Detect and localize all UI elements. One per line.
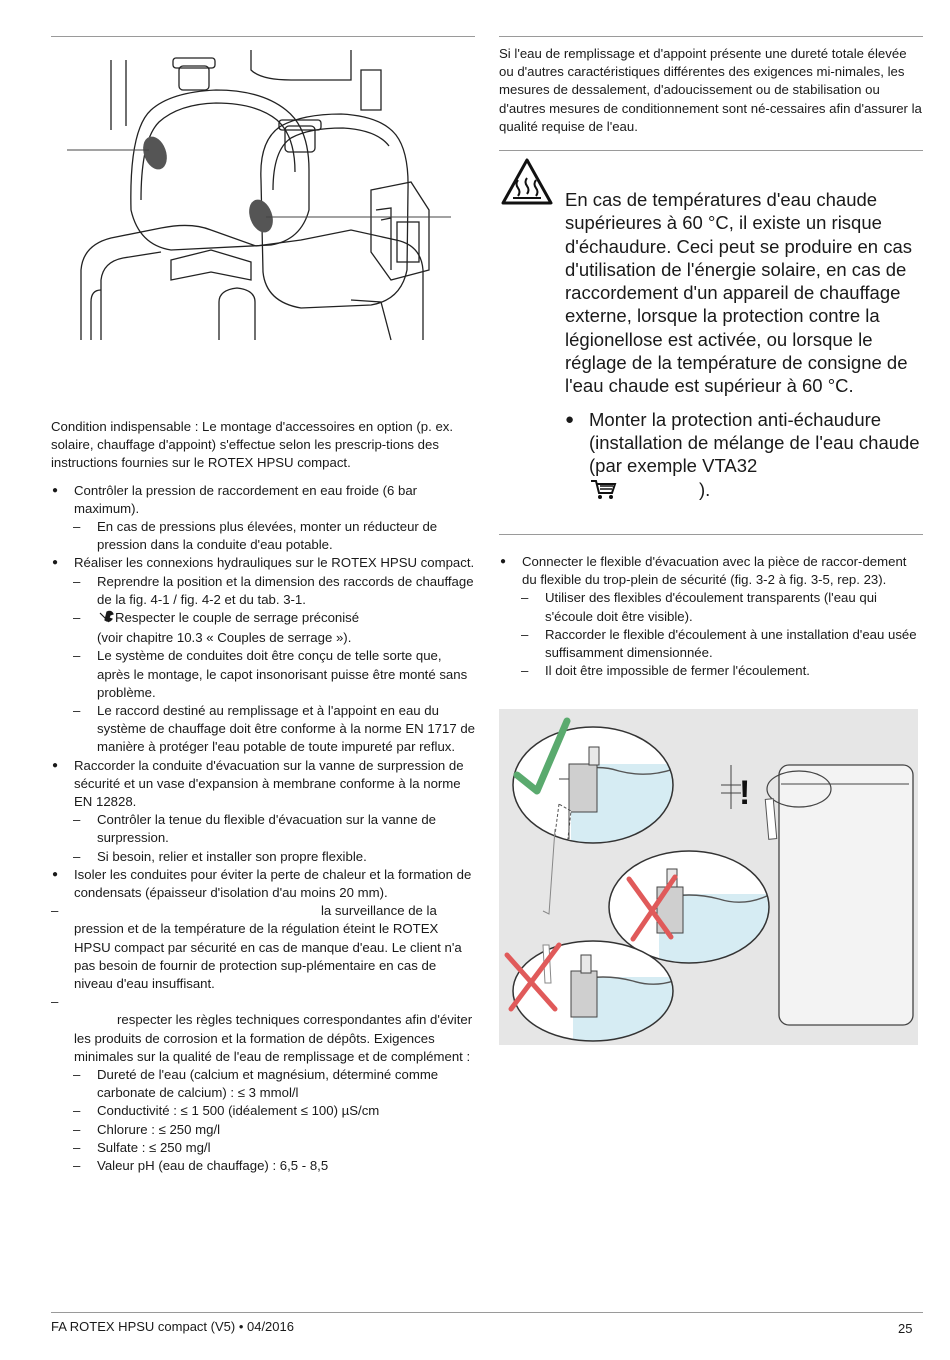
- dash-item: – Respecter le couple de serrage préconisé (voir chapitre 10.3 « Couples de serrage »).: [73, 610, 360, 646]
- warning-bottom-rule: [499, 534, 923, 535]
- shopping-cart-icon: [589, 478, 619, 505]
- dash-item: – Contrôler la tenue du flexible d'évacuation sur la vanne de surpression.: [73, 812, 437, 846]
- bullet-item: ● Réaliser les connexions hydrauliques sur le ROTEX HPSU compact.: [52, 555, 475, 571]
- right-bullets: [499, 553, 924, 680]
- bullet-item: ● Isoler les conduites pour éviter la perte de chaleur et la formation de condensats (épaisseur d'isolation d'au moins 20 mm).: [52, 866, 472, 901]
- scald-warning-box: [499, 150, 924, 534]
- top-rule-left: [51, 36, 475, 37]
- hot-surface-warning-icon: [501, 158, 553, 211]
- dash-note-continued: respecter les règles techniques correspondantes afin d'éviter les produits de corrosion et la formation de dépôts. Exigences minimales sur la qualité de l'eau de remplissage et de complément :: [74, 1012, 473, 1064]
- bullet-item: ● Raccorder la conduite d'évacuation sur la vanne de surpression de sécurité et un vase d'expansion à membrane conforme à la norme EN 12828.: [52, 757, 464, 810]
- wrench-icon: [97, 610, 115, 629]
- dash-item: – En cas de pressions plus élevées, monter un réducteur de pression dans la conduite d'eau potable.: [73, 519, 438, 553]
- dash-item: – Reprendre la position et la dimension des raccords de chauffage de la fig. 4-1 / fig. 4-2 et du tab. 3-1.: [73, 573, 474, 607]
- footer-rule: [51, 1312, 923, 1313]
- left-column: [51, 418, 477, 1175]
- bullet-item: ● Connecter le flexible d'évacuation avec la pièce de raccor-dement du flexible du trop-plein de sécurité (fig. 3-2 à fig. 3-5, rep. 23).: [500, 554, 907, 588]
- hydraulic-unit-drawing: [51, 40, 475, 345]
- hydraulic-unit-figure: [51, 40, 475, 345]
- dash-item: – Chlorure : ≤ 250 mg/l: [73, 1121, 221, 1137]
- dash-item: – Conductivité : ≤ 1 500 (idéalement ≤ 100) µS/cm: [73, 1103, 380, 1119]
- warning-bullet: ● Monter la protection anti-échaudure (installation de mélange de l'eau chaude (par exemple VTA32 ).: [565, 408, 925, 505]
- bullet-item: ● Contrôler la pression de raccordement en eau froide (6 bar maximum).: [52, 482, 418, 516]
- dash-item: – Le système de conduites doit être conçu de telle sorte que, après le montage, le capot insonorisant puisse être monté sans problème.: [73, 648, 468, 700]
- dash-item: – Raccorder le flexible d'écoulement à une installation d'eau usée suffisamment dimensionnée.: [521, 626, 917, 661]
- dash-item: – Valeur pH (eau de chauffage) : 6,5 - 8,5: [73, 1157, 329, 1173]
- dash-note: –: [51, 994, 59, 1010]
- exclamation-mark: !: [739, 774, 751, 812]
- page-number: 25: [898, 1321, 913, 1336]
- dash-item: – Sulfate : ≤ 250 mg/l: [73, 1139, 211, 1155]
- drain-hose-figure: [499, 709, 918, 1045]
- dash-item: – Le raccord destiné au remplissage et à l'appoint en eau du système de chauffage doit être conforme à la norme EN 1717 de manière à protéger l'eau potable de toute impureté par reflux.: [73, 703, 476, 755]
- warning-text: En cas de températures d'eau chaude supérieures à 60 °C, il existe un risque d'échaudure. Ceci peut se produire en cas d'utilisation de l'énergie solaire, en cas de raccordement d'un appareil de chauffage externe, lorsque la protection contre la légionellose est activée, ou lorsque le réglage de la température de consigne de l'eau chaude est supérieur à 60 °C. ● Monter la protection anti-échaudure (installation de mélange de l'eau chaude (par exemple VTA32 ).: [565, 188, 925, 505]
- footer-document-title: FA ROTEX HPSU compact (V5) • 04/2016: [51, 1319, 294, 1334]
- dash-item: – Il doit être impossible de fermer l'écoulement.: [521, 663, 810, 679]
- right-intro-paragraph: Si l'eau de remplissage et d'appoint présente une dureté totale élevée ou d'autres caractéristiques différentes des exigences mi-nimales, les mesures de dessalement, d'adoucissement ou de stabilisation ou d'autres mesures de conditionnement sont né-cessaires afin d'assurer la qualité requise de l'eau.: [499, 46, 922, 134]
- drain-hose-drawing: [499, 709, 918, 1045]
- top-rule-right: [499, 36, 923, 37]
- dash-item: – Utiliser des flexibles d'écoulement transparents (l'eau qui s'écoule doit être visible).: [521, 590, 877, 624]
- dash-note-continued: pression et de la température de la régulation éteint le ROTEX HPSU compact par sécurité en cas de manque d'eau. Le client n'a pas besoin de fournir de protection sup-plémentaire en cas de niveau d'eau insuffisant.: [74, 921, 462, 992]
- dash-item: – Si besoin, relier et installer son propre flexible.: [73, 848, 367, 864]
- dash-note: – la surveillance de la: [51, 903, 437, 919]
- intro-paragraph: Condition indispensable : Le montage d'accessoires en option (p. ex. solaire, chauffage d'appoint) s'effectue selon les prescrip-tions des instructions fournies sur le ROTEX HPSU compact.: [51, 419, 454, 471]
- dash-item: – Dureté de l'eau (calcium et magnésium, déterminé comme carbonate de calcium) : ≤ 3 mmol/l: [73, 1066, 439, 1101]
